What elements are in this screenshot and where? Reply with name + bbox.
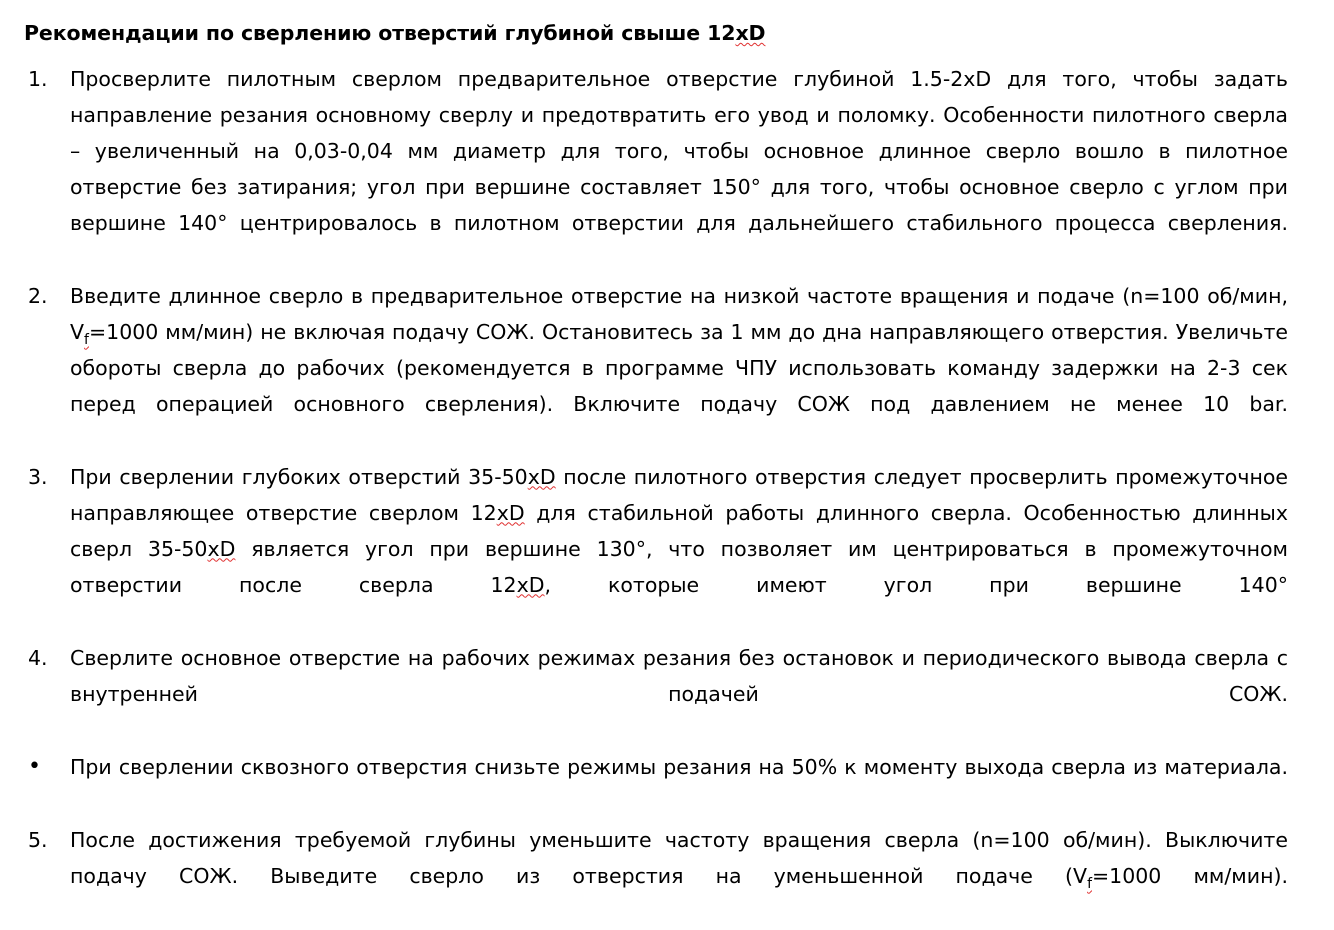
page-title (24, 20, 1288, 47)
list-item-text (70, 278, 1288, 458)
text-run: При сверлении сквозного отверстия снизьте режимы резания на 50% к моменту выхода сверла из материала. (70, 754, 1288, 779)
list-item-marker: 5. (28, 827, 48, 852)
spellchecked-term: xD (527, 464, 556, 489)
list-item (24, 822, 1288, 930)
text-run: является угол при вершине 130°, что позволяет им центрироваться в промежуточном отверстии после сверла 12 (70, 536, 1288, 597)
list-item-text (70, 459, 1288, 639)
list-item-marker: 2. (28, 283, 48, 308)
list-item-marker: 1. (28, 66, 48, 91)
list-item (24, 278, 1288, 458)
list-item (24, 640, 1288, 748)
subscript-spellchecked-term: f (1087, 875, 1092, 892)
list-item-text (70, 61, 1288, 277)
text-run: , которые имеют угол при вершине 140° (544, 572, 1288, 597)
list-item-marker: • (28, 753, 41, 779)
text-run: Сверлите основное отверстие на рабочих режимах резания без остановок и периодического вывода сверла с внутренней подачей СОЖ. (70, 645, 1288, 706)
list-item-text (70, 640, 1288, 748)
text-run: После достижения требуемой глубины уменьшите частоту вращения сверла (n=100 об/мин). Выключите подачу СОЖ. Выведите сверло из отверстия на уменьшенной подаче (V (70, 827, 1288, 888)
list-item-text (70, 749, 1288, 821)
list-item (24, 61, 1288, 277)
page-title-text: Рекомендации по сверлению отверстий глубиной свыше 12 (24, 21, 736, 45)
page-title-spellchecked-term: xD (735, 21, 766, 45)
recommendation-list (24, 61, 1288, 930)
spellchecked-term: xD (207, 536, 236, 561)
text-run: после пилотного отверстия следует просверлить промежуточное направляющее отверстие сверлом 12 (70, 464, 1288, 525)
spellchecked-term: xD (496, 500, 525, 525)
text-run: Введите длинное сверло в предварительное отверстие на низкой частоте вращения и подаче (n=100 об/мин, V (70, 283, 1288, 344)
text-run: =1000 мм/мин) не включая подачу СОЖ. Остановитесь за 1 мм до дна направляющего отверстия. Увеличьте обороты сверла до рабочих (рекомендуется в программе ЧПУ использовать команду задержки на 2-3 сек перед операцией основного сверления). Включите подачу СОЖ под давлением не менее 10 bar. (70, 319, 1288, 416)
list-item-marker: 3. (28, 464, 48, 489)
list-item (24, 459, 1288, 639)
list-item-marker: 4. (28, 645, 48, 670)
subscript-spellchecked-term: f (84, 331, 89, 348)
list-item-text (70, 822, 1288, 930)
list-item (24, 749, 1288, 821)
text-run: для стабильной работы длинного сверла. Особенностью длинных сверл 35-50 (70, 500, 1289, 561)
text-run: =1000 мм/мин). (1092, 863, 1289, 888)
text-run: Просверлите пилотным сверлом предварительное отверстие глубиной 1.5-2xD для того, чтобы задать направление резания основному сверлу и предотвратить его увод и поломку. Особенности пилотного сверла – увеличенный на 0,03-0,04 мм диаметр для того, чтобы основное длинное сверло вошло в пилотное отверстие без затирания; угол при вершине составляет 150° для того, чтобы основное сверло с углом при вершине 140° центрировалось в пилотном отверстии для дальнейшего стабильного процесса сверления. (70, 66, 1288, 235)
spellchecked-term: xD (516, 572, 545, 597)
text-run: При сверлении глубоких отверстий 35-50 (70, 464, 528, 489)
